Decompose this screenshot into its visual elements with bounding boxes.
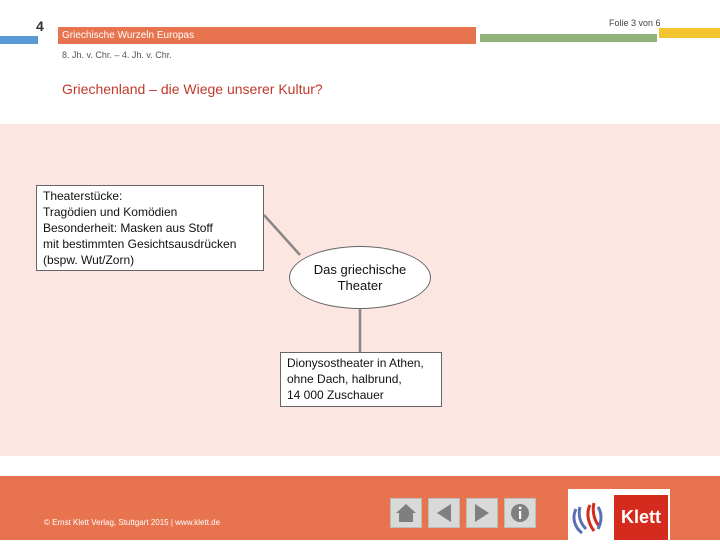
subtitle: 8. Jh. v. Chr. – 4. Jh. v. Chr. bbox=[62, 50, 172, 60]
center-node: Das griechische Theater bbox=[289, 246, 431, 309]
blue-header-bar bbox=[0, 36, 38, 44]
home-button[interactable] bbox=[390, 498, 422, 528]
klett-logo-wordmark bbox=[614, 495, 668, 540]
info-box-plays: Theaterstücke: Tragödien und Komödien Besonderheit: Masken aus Stoff mit bestimmten Gesichtsausdrücken (bspw. Wut/Zorn) bbox=[36, 185, 264, 271]
arrow-left-icon bbox=[433, 502, 455, 524]
arrow-right-icon bbox=[471, 502, 493, 524]
chapter-number: 4 bbox=[36, 18, 44, 34]
info-icon bbox=[509, 502, 531, 524]
next-button[interactable] bbox=[466, 498, 498, 528]
copyright: © Ernst Klett Verlag, Stuttgart 2015 | www.klett.de bbox=[44, 518, 221, 527]
info-button[interactable] bbox=[504, 498, 536, 528]
chapter-title: Griechische Wurzeln Europas bbox=[62, 30, 195, 41]
yellow-header-bar bbox=[659, 28, 720, 38]
green-header-bar bbox=[480, 34, 657, 42]
info-box-dionysos-theater: Dionysostheater in Athen, ohne Dach, halbrund, 14 000 Zuschauer bbox=[280, 352, 442, 407]
page-title: Griechenland – die Wiege unserer Kultur? bbox=[62, 81, 323, 97]
logo-text: Klett bbox=[621, 507, 661, 527]
slide-counter: Folie 3 von 6 bbox=[609, 18, 661, 28]
home-icon bbox=[394, 502, 418, 524]
previous-button[interactable] bbox=[428, 498, 460, 528]
klett-emblem-icon bbox=[568, 489, 612, 540]
